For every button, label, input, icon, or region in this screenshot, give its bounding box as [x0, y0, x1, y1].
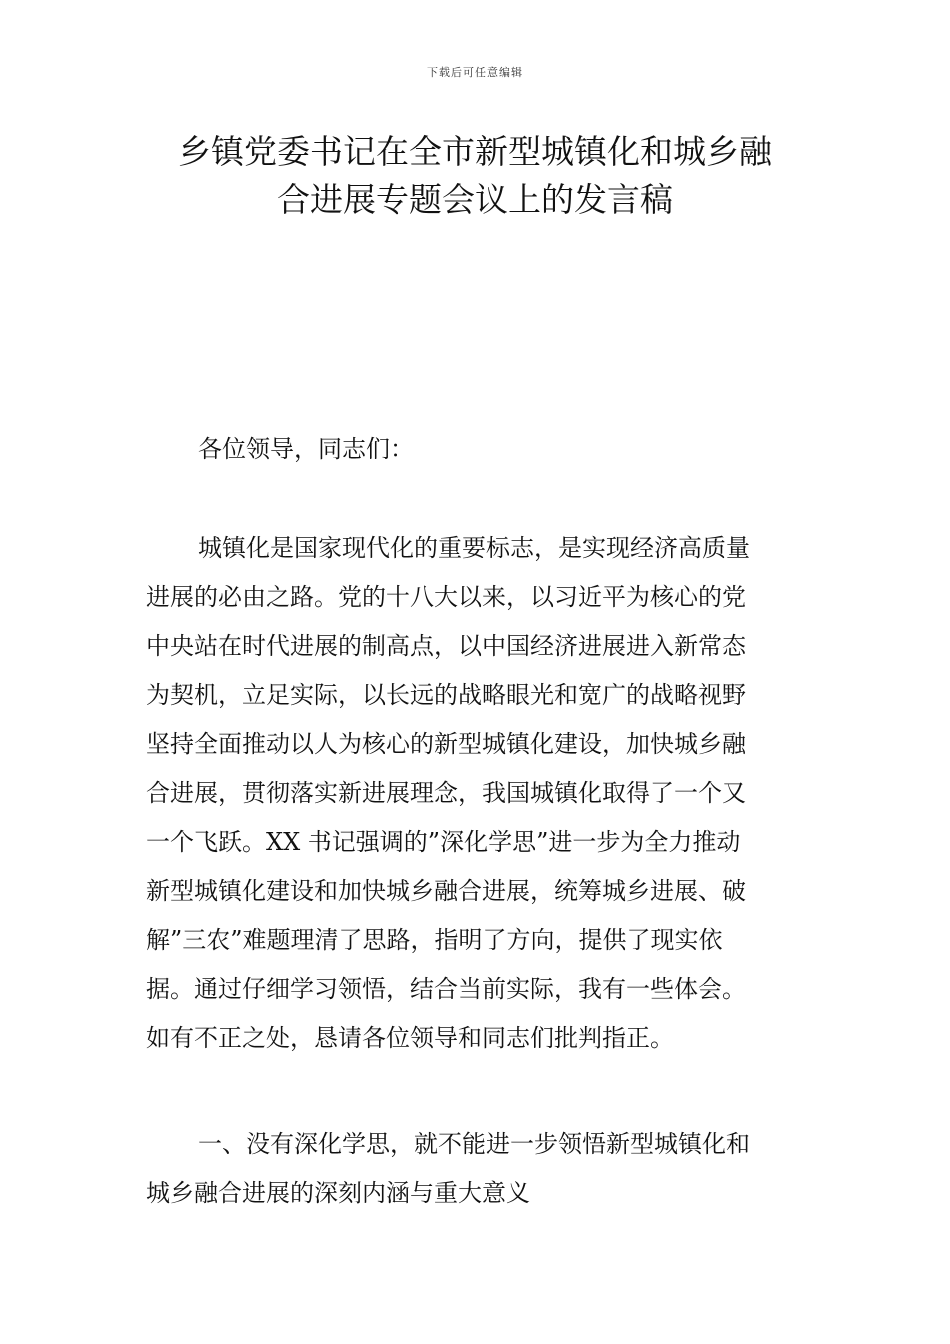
paragraph-line: 城镇化是国家现代化的重要标志，是实现经济高质量 [198, 534, 750, 562]
paragraph-1 [146, 524, 806, 1063]
salutation [146, 425, 806, 474]
section-heading-line: 一、没有深化学思，就不能进一步领悟新型城镇化和 [198, 1130, 750, 1158]
paragraph-line: 坚持全面推动以人为核心的新型城镇化建设，加快城乡融 [146, 730, 746, 758]
paragraph-line: 解”三农”难题理清了思路，指明了方向，提供了现实依 [146, 926, 723, 954]
salutation-text: 各位领导，同志们： [198, 435, 414, 463]
document-title [140, 128, 810, 224]
paragraph-line: 一个飞跃。XX 书记强调的”深化学思”进一步为全力推动 [146, 828, 741, 856]
paragraph-line: 新型城镇化建设和加快城乡融合进展，统筹城乡进展、破 [146, 877, 746, 905]
title-line-1: 乡镇党委书记在全市新型城镇化和城乡融 [178, 132, 772, 171]
section-heading-line: 城乡融合进展的深刻内涵与重大意义 [146, 1179, 530, 1207]
paragraph-line: 合进展，贯彻落实新进展理念，我国城镇化取得了一个又 [146, 779, 746, 807]
paragraph-line: 如有不正之处，恳请各位领导和同志们批判指正。 [146, 1024, 674, 1052]
paragraph-line: 进展的必由之路。党的十八大以来，以习近平为核心的党 [146, 583, 746, 611]
header-note: 下载后可任意编辑 [427, 66, 523, 79]
paragraph-line: 据。通过仔细学习领悟，结合当前实际，我有一些体会。 [146, 975, 746, 1003]
section-heading-1 [146, 1120, 806, 1218]
paragraph-line: 为契机，立足实际，以长远的战略眼光和宽广的战略视野 [146, 681, 746, 709]
paragraph-line: 中央站在时代进展的制高点，以中国经济进展进入新常态 [146, 632, 746, 660]
title-line-2: 合进展专题会议上的发言稿 [277, 180, 673, 219]
